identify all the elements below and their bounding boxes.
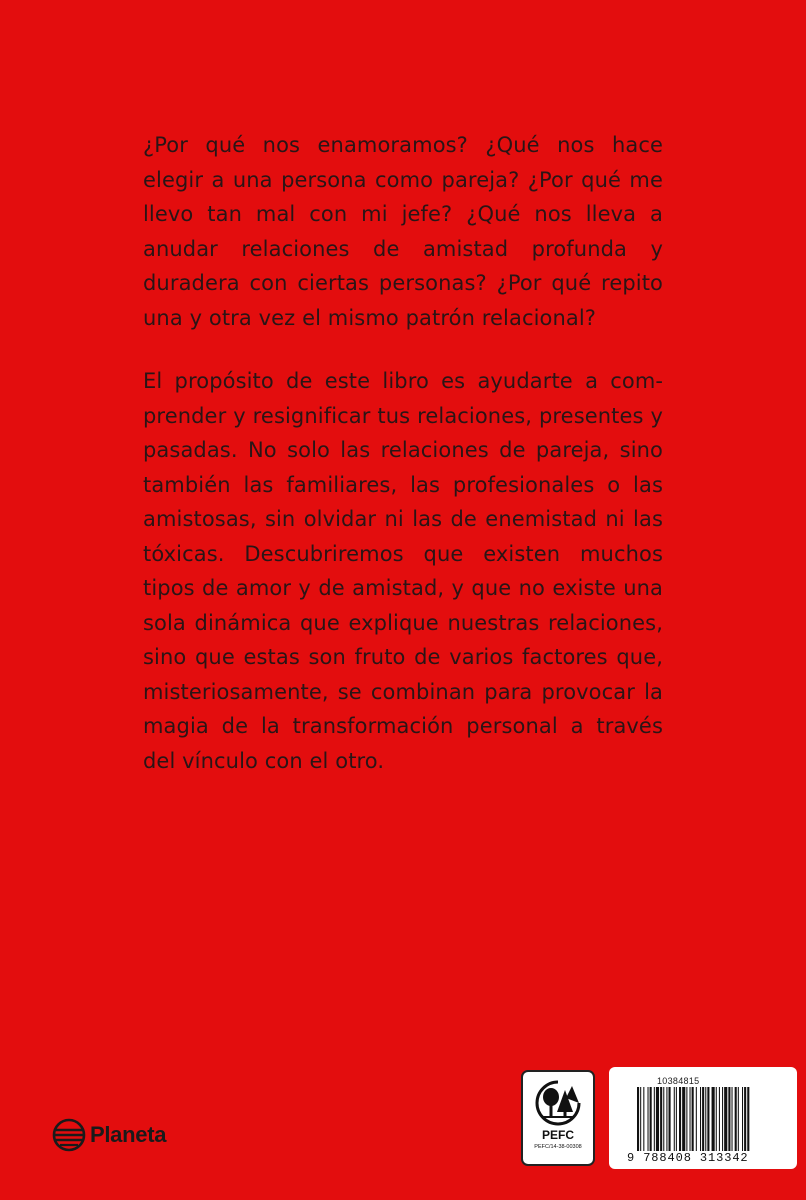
pefc-label: PEFC (541, 1128, 574, 1142)
publisher-name: Planeta (90, 1122, 167, 1147)
pefc-tree-icon (532, 1078, 584, 1128)
barcode-lines (637, 1087, 789, 1151)
isbn-digits: 9 788408 313342 (627, 1151, 749, 1165)
barcode-reference-number: 10384815 (657, 1076, 700, 1086)
barcode-bars (637, 1087, 789, 1151)
blurb-paragraph-questions: ¿Por qué nos enamoramos? ¿Qué nos hace elegir a una persona como pareja? ¿Por qué me llevo tan mal con mi jefe? ¿Qué nos lleva a anudar relaciones de amistad profunda y duradera con ciertas personas? ¿Por qué repito una y otra vez el mismo patrón relacional? (143, 133, 663, 330)
planeta-globe-icon (52, 1118, 86, 1152)
pefc-code: PEFC/14-38-00308 (534, 1144, 582, 1150)
pefc-certification-badge (521, 1070, 595, 1166)
isbn-barcode (609, 1067, 797, 1169)
blurb-paragraph-purpose: El propósito de este libro es ayudarte a comprender y resignificar tus relaciones, presentes y pasadas. No solo las relaciones de pareja, sino también las familiares, las profesionales o las amistosas, sin olvidar ni las de enemistad ni las tóxicas. Descubriremos que existen muchos tipos de amor y de amistad, y que no existe una sola dinámica que explique nuestras relaciones, sino que estas son fruto de varios factores que, misteriosamente, se combinan para provocar la magia de la transformación personal a través del vínculo con el otro. (143, 369, 663, 773)
publisher-logo (52, 1118, 166, 1152)
